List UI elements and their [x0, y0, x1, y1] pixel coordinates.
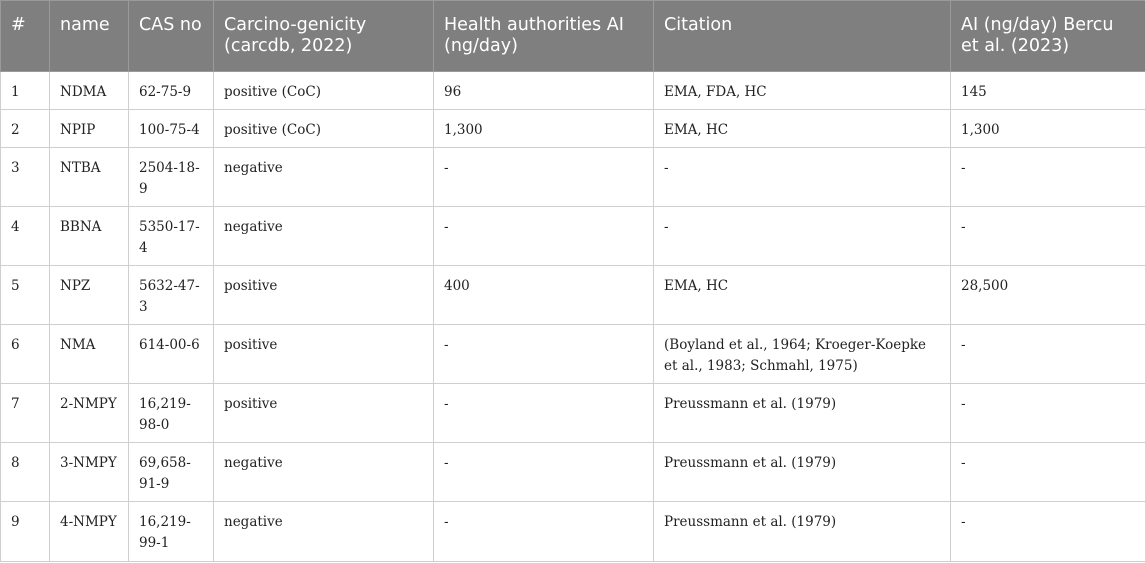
- cell-number: 7: [1, 384, 50, 443]
- table-row: [1, 443, 1145, 502]
- table-header: [1, 1, 1145, 72]
- cell-health-authorities-ai: -: [434, 443, 654, 502]
- cell-number: 4: [1, 207, 50, 266]
- cell-ai-bercu: -: [951, 384, 1145, 443]
- table-row: [1, 502, 1145, 562]
- cell-number: 6: [1, 325, 50, 384]
- cell-ai-bercu: 145: [951, 72, 1145, 110]
- cell-carcinogenicity: negative: [214, 148, 434, 207]
- cell-name: NPZ: [50, 266, 129, 325]
- table-row: [1, 384, 1145, 443]
- cell-health-authorities-ai: 400: [434, 266, 654, 325]
- cell-carcinogenicity: positive: [214, 325, 434, 384]
- cell-name: NPIP: [50, 110, 129, 148]
- cell-ai-bercu: -: [951, 443, 1145, 502]
- cell-health-authorities-ai: 1,300: [434, 110, 654, 148]
- cell-cas-no: 5632-47-3: [129, 266, 214, 325]
- table-row: [1, 72, 1145, 110]
- cell-citation: Preussmann et al. (1979): [654, 502, 951, 562]
- header-row: [1, 1, 1145, 72]
- cell-citation: EMA, FDA, HC: [654, 72, 951, 110]
- cell-ai-bercu: 28,500: [951, 266, 1145, 325]
- cell-name: NDMA: [50, 72, 129, 110]
- cell-ai-bercu: -: [951, 502, 1145, 562]
- table-row: [1, 148, 1145, 207]
- cell-citation: -: [654, 207, 951, 266]
- cell-carcinogenicity: positive: [214, 384, 434, 443]
- table-row: [1, 110, 1145, 148]
- cell-citation: (Boyland et al., 1964; Kroeger-Koepke et al., 1983; Schmahl, 1975): [654, 325, 951, 384]
- cell-number: 1: [1, 72, 50, 110]
- cell-cas-no: 614-00-6: [129, 325, 214, 384]
- cell-carcinogenicity: positive (CoC): [214, 72, 434, 110]
- cell-cas-no: 16,219-98-0: [129, 384, 214, 443]
- cell-carcinogenicity: positive (CoC): [214, 110, 434, 148]
- cell-number: 2: [1, 110, 50, 148]
- cell-name: 2-NMPY: [50, 384, 129, 443]
- cell-cas-no: 5350-17-4: [129, 207, 214, 266]
- cell-name: 4-NMPY: [50, 502, 129, 562]
- cell-name: NMA: [50, 325, 129, 384]
- column-header-ai-bercu: AI (ng/day) Bercu et al. (2023): [951, 1, 1145, 72]
- cell-number: 9: [1, 502, 50, 562]
- column-header-citation: Citation: [654, 1, 951, 72]
- cell-number: 5: [1, 266, 50, 325]
- cell-number: 3: [1, 148, 50, 207]
- cell-citation: Preussmann et al. (1979): [654, 443, 951, 502]
- cell-number: 8: [1, 443, 50, 502]
- cell-ai-bercu: -: [951, 148, 1145, 207]
- column-header-carcinogenicity: Carcino-genicity (carcdb, 2022): [214, 1, 434, 72]
- cell-ai-bercu: -: [951, 207, 1145, 266]
- column-header-number: #: [1, 1, 50, 72]
- table-row: [1, 325, 1145, 384]
- cell-name: 3-NMPY: [50, 443, 129, 502]
- cell-name: BBNA: [50, 207, 129, 266]
- cell-citation: -: [654, 148, 951, 207]
- column-header-health-authorities-ai: Health authorities AI (ng/day): [434, 1, 654, 72]
- cell-name: NTBA: [50, 148, 129, 207]
- table-row: [1, 207, 1145, 266]
- cell-carcinogenicity: negative: [214, 502, 434, 562]
- cell-cas-no: 16,219-99-1: [129, 502, 214, 562]
- cell-health-authorities-ai: -: [434, 207, 654, 266]
- column-header-name: name: [50, 1, 129, 72]
- cell-carcinogenicity: negative: [214, 207, 434, 266]
- cell-citation: EMA, HC: [654, 266, 951, 325]
- cell-citation: EMA, HC: [654, 110, 951, 148]
- cell-health-authorities-ai: -: [434, 148, 654, 207]
- table-row: [1, 266, 1145, 325]
- cell-carcinogenicity: negative: [214, 443, 434, 502]
- cell-health-authorities-ai: -: [434, 502, 654, 562]
- cell-citation: Preussmann et al. (1979): [654, 384, 951, 443]
- cell-cas-no: 69,658-91-9: [129, 443, 214, 502]
- column-header-cas-no: CAS no: [129, 1, 214, 72]
- cell-health-authorities-ai: 96: [434, 72, 654, 110]
- cell-cas-no: 100-75-4: [129, 110, 214, 148]
- table-body: [1, 72, 1145, 562]
- cell-health-authorities-ai: -: [434, 325, 654, 384]
- cell-ai-bercu: -: [951, 325, 1145, 384]
- cell-ai-bercu: 1,300: [951, 110, 1145, 148]
- cell-carcinogenicity: positive: [214, 266, 434, 325]
- cell-cas-no: 62-75-9: [129, 72, 214, 110]
- cell-cas-no: 2504-18-9: [129, 148, 214, 207]
- cell-health-authorities-ai: -: [434, 384, 654, 443]
